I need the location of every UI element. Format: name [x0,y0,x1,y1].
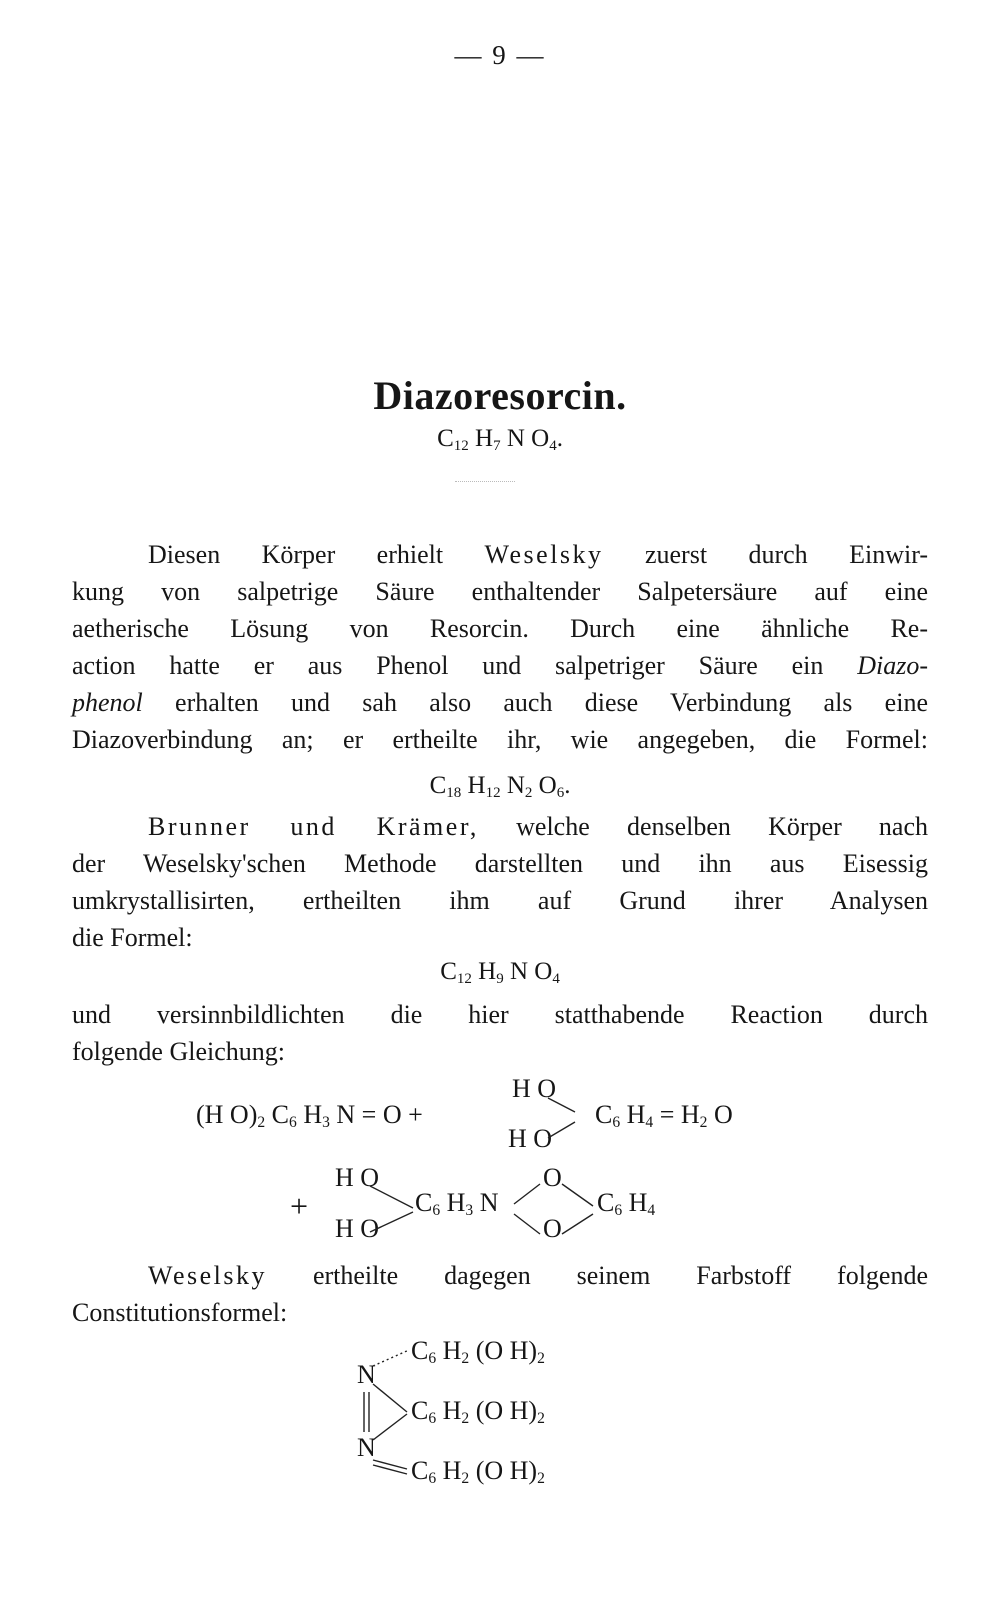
equation-plus: + [290,1188,309,1224]
equation-ho2-top: H O [335,1163,380,1192]
equation-ho2-bottom: H O [335,1214,380,1243]
equation-ho-top: H O [512,1074,557,1103]
equation-product-end: C6 H4 [597,1188,656,1219]
bond-n-o-top [514,1184,540,1204]
structure-row-2: C6 H2 (O H)2 [411,1396,545,1427]
formula-brunner-kraemer: C12 H9 N O4 [440,958,560,987]
bond-ho-bottom-1 [548,1122,575,1138]
bond-n-c-row2-bottom [373,1414,407,1440]
bond-n-o-bottom [514,1214,540,1234]
equation-o-top: O [543,1163,562,1192]
page-title: Diazoresorcin. [373,373,627,418]
equation-rhs: C6 H4 = H2 O [595,1100,733,1131]
equation-ho-bottom: H O [508,1124,553,1153]
equation-product: C6 H3 N [415,1188,499,1219]
paragraph-1: Diesen Körper erhielt Weselsky zuerst durch Einwir- kung von salpetrige Säure enthaltender Salpetersäure auf eine aetherische Lösung von Resorcin. Durch eine ähnliche Re- action hatte er aus Phenol und salpetriger Säure ein Diazo- phenol erhalten und sah also auch diese Verbindung als eine Diazoverbindung an; er ertheilte ihr, wie angegeben, die Formel: [72,540,928,754]
equation-lhs: (H O)2 C6 H3 N = O + [196,1100,423,1131]
bond-ho-top-1 [548,1098,575,1112]
structure-row-3: C6 H2 (O H)2 [411,1456,545,1487]
structure-n-top: N [357,1360,376,1389]
bond-n-c-row1 [373,1350,409,1366]
paragraph-2: Brunner und Krämer, welche denselben Körper nach der Weselsky'schen Methode darstellten und ihn aus Eisessig umkrystallisirten, ertheilten ihm auf Grund ihrer Analysen die Formel: [72,812,928,952]
paragraph-3: und versinnbildlichten die hier statthabende Reaction durch folgende Gleichung: [72,1000,928,1066]
bond-ho-top-2 [370,1186,413,1208]
paragraph-4: Weselsky ertheilte dagegen seinem Farbstoff folgende Constitutionsformel: [72,1261,928,1327]
bond-n-c-row3-2 [373,1465,407,1474]
structure-row-1: C6 H2 (O H)2 [411,1336,545,1367]
bond-o-c-bottom [562,1214,593,1234]
formula-diazoresorcin: C12 H7 N O4. [437,425,563,454]
bond-o-c-top [562,1184,593,1206]
bond-ho-bottom-2 [370,1212,413,1232]
bond-n-c-row3-1 [373,1460,407,1469]
page-number: — 9 — [454,40,546,70]
equation-o-bottom: O [543,1214,562,1243]
formula-weselsky: C18 H12 N2 O6. [429,772,571,801]
bond-n-c-row2-top [373,1384,407,1412]
structure-n-bottom: N [357,1433,376,1462]
